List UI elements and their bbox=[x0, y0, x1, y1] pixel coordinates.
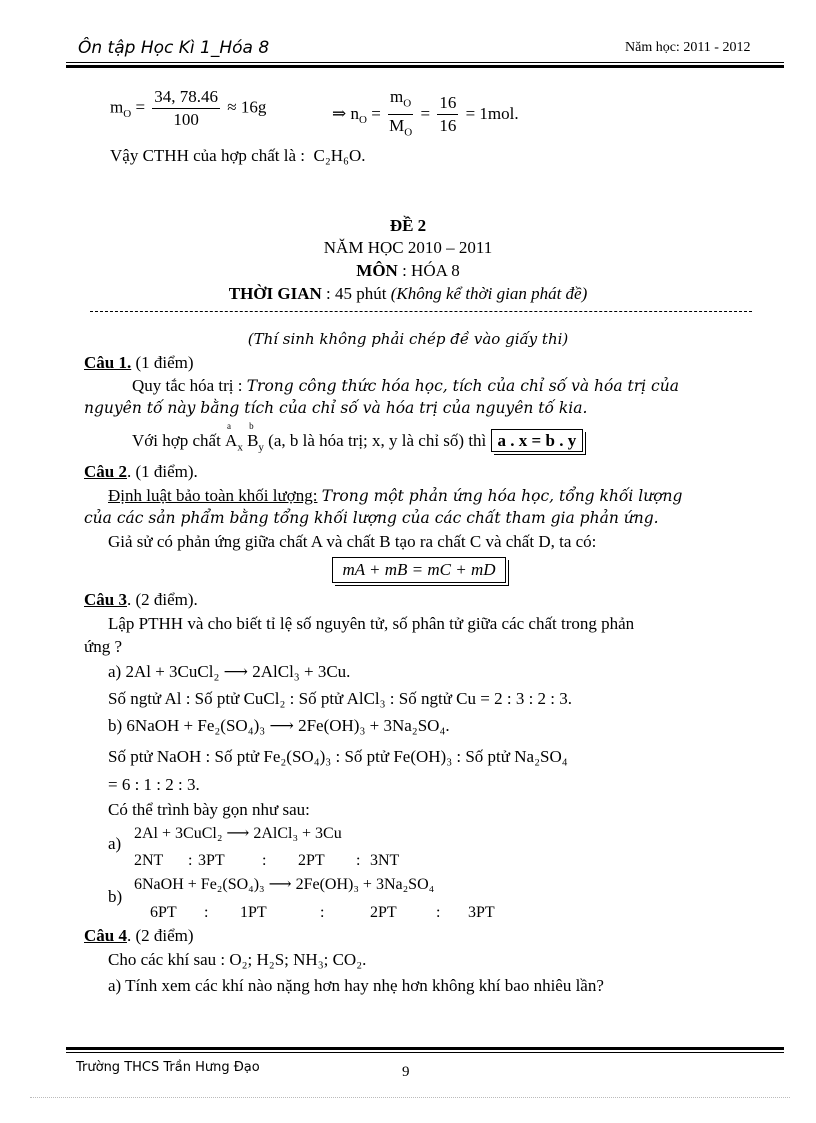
q3-equation-b: b) 6NaOH + Fe₂(SO₄)₃ ⟶ 2Fe(OH)₃ + 3Na₂SO₄. bbox=[108, 716, 450, 735]
q1-rule-line1: Quy tắc hóa trị : Trong công thức hóa học, tích của chỉ số và hóa trị của bbox=[132, 376, 679, 395]
q2-suppose: Giả sử có phản ứng giữa chất A và chất B tạo ra chất C và chất D, ta có: bbox=[108, 532, 597, 551]
ratio-cell: 2NT bbox=[134, 852, 164, 869]
q3-equation-a: a) 2Al + 3CuCl₂ ⟶ 2AlCl₃ + 3Cu. bbox=[108, 662, 351, 681]
q3-ratio-a: Số ngtử Al : Số ptử CuCl₂ : Số ptử AlCl₃ : Số ngtử Cu = 2 : 3 : 2 : 3. bbox=[108, 689, 573, 708]
q3-ratio-b: Số ptử NaOH : Số ptử Fe₂(SO₄)₃ : Số ptử Fe(OH)₃ : Số ptử Na₂SO₄ bbox=[108, 747, 568, 766]
footer-rule bbox=[66, 1052, 784, 1053]
ratio-cell: : bbox=[188, 852, 193, 869]
ratio-cell: 6PT bbox=[150, 904, 177, 921]
moles-oxygen-equation: ⇒ $n_O$ = $\frac{m_O}{M_O}$ = $\frac{16}{16}$ = 1mol. bbox=[332, 87, 519, 139]
q4-gases: Cho các khí sau : O₂; H₂S; NH₃; CO₂. bbox=[108, 950, 367, 969]
q1-rule-line2: nguyên tố này bằng tích của chỉ số và hóa trị của nguyên tố kia. bbox=[84, 399, 588, 417]
ratio-cell: : bbox=[262, 852, 267, 869]
ratio-cell: : bbox=[356, 852, 361, 869]
ratio-cell: 3NT bbox=[370, 852, 400, 869]
header-school-year: Năm học: 2011 - 2012 bbox=[625, 40, 751, 55]
ratio-cell: 3PT bbox=[198, 852, 225, 869]
q2-formula-box: mA + mB = mC + mD bbox=[332, 557, 506, 583]
exam-subject: MÔN : HÓA 8 bbox=[356, 261, 460, 280]
page-bottom-dotted-line bbox=[30, 1097, 790, 1098]
ratio-cell: 2PT bbox=[298, 852, 325, 869]
q3-prompt-line2: ứng ? bbox=[84, 637, 123, 656]
exam-time: THỜI GIAN : 45 phút (Không kể thời gian phát đề) bbox=[228, 284, 588, 303]
footer-school: Trường THCS Trần Hưng Đạo bbox=[76, 1060, 260, 1075]
q3-compact-a-equation: 2Al + 3CuCl₂ ⟶ 2AlCl₃ + 3Cu bbox=[134, 825, 342, 842]
q2-law-line2: của các sản phẩm bằng tổng khối lượng của các chất tham gia phản ứng. bbox=[84, 509, 659, 527]
q3-ratio-b-values: = 6 : 1 : 2 : 3. bbox=[108, 775, 200, 794]
exam-year: NĂM HỌC 2010 – 2011 bbox=[323, 238, 493, 257]
dashed-separator bbox=[90, 311, 752, 312]
q1-heading: Câu 1. (1 điểm) bbox=[84, 353, 194, 372]
header-rule bbox=[66, 62, 784, 63]
page-number: 9 bbox=[402, 1064, 410, 1080]
exam-title: ĐỀ 2 bbox=[389, 216, 427, 235]
mass-oxygen-equation: $m_O$ = $\frac{34, 78.46}{100}$ ≈ 16g bbox=[110, 87, 267, 129]
ratio-cell: 1PT bbox=[240, 904, 267, 921]
q1-formula-box: a . x = b . y bbox=[491, 429, 584, 452]
q3-heading: Câu 3. (2 điểm). bbox=[84, 590, 198, 609]
conclusion-line: Vậy CTHH của hợp chất là : C₂H₆O. bbox=[110, 146, 366, 165]
q1-compound-line: Với hợp chất a $A_x$ b $B_y$ (a, b là hóa trị; x, y là chỉ số) thì a . x = b . y bbox=[132, 431, 583, 453]
header-rule-thick bbox=[66, 65, 784, 68]
q2-heading: Câu 2. (1 điểm). bbox=[84, 462, 198, 481]
footer-rule-thick bbox=[66, 1047, 784, 1050]
q3-compact-b-equation: 6NaOH + Fe₂(SO₄)₃ ⟶ 2Fe(OH)₃ + 3Na₂SO₄ bbox=[134, 876, 435, 893]
ratio-cell: 3PT bbox=[468, 904, 495, 921]
header-title: Ôn tập Học Kì 1_Hóa 8 bbox=[78, 38, 270, 58]
q3-prompt-line1: Lập PTHH và cho biết tỉ lệ số nguyên tử, số phân tử giữa các chất trong phản bbox=[108, 614, 635, 633]
q3-compact-intro: Có thể trình bày gọn như sau: bbox=[108, 800, 310, 819]
exam-note: (Thí sinh không phải chép đề vào giấy thi) bbox=[247, 330, 569, 348]
ratio-cell: : bbox=[320, 904, 325, 921]
q3-compact-a-label: a) bbox=[108, 834, 122, 853]
ratio-cell: : bbox=[204, 904, 209, 921]
q3-compact-b-label: b) bbox=[108, 887, 123, 906]
q4-part-a: a) Tính xem các khí nào nặng hơn hay nhẹ hơn không khí bao nhiêu lần? bbox=[108, 976, 604, 995]
ratio-cell: 2PT bbox=[370, 904, 397, 921]
q4-heading: Câu 4. (2 điểm) bbox=[84, 926, 194, 945]
q2-law-line1: Định luật bảo toàn khối lượng: Trong một phản ứng hóa học, tổng khối lượng bbox=[108, 486, 683, 505]
ratio-cell: : bbox=[436, 904, 441, 921]
